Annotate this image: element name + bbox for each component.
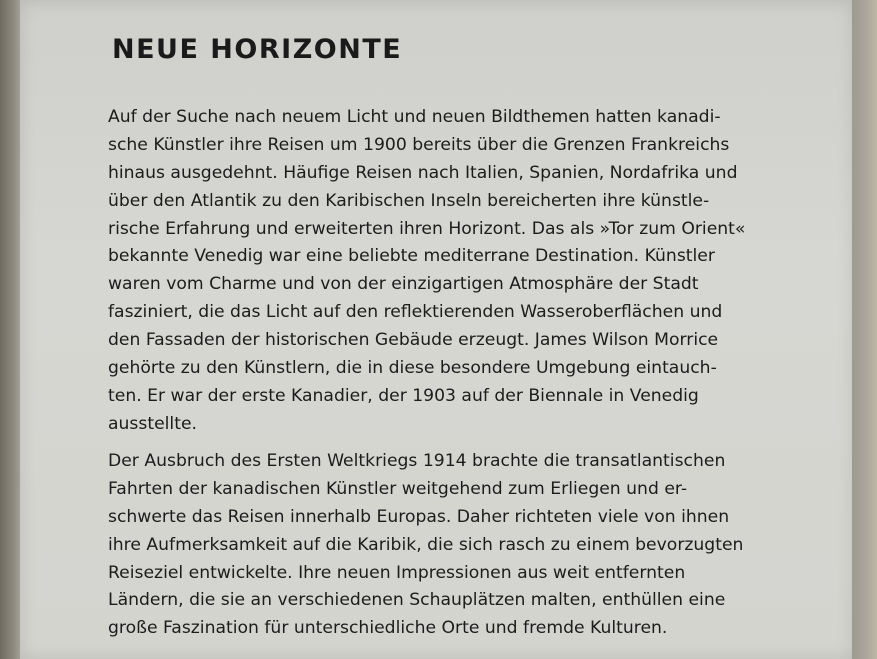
text-line: Auf der Suche nach neuem Licht und neuen Bildthemen hatten kanadi- xyxy=(108,107,721,127)
text-line: waren vom Charme und von der einzigartigen Atmosphäre der Stadt xyxy=(108,274,699,295)
text-line: fasziniert, die das Licht auf den reflektierenden Wasseroberflächen und xyxy=(108,302,723,323)
wall-left xyxy=(0,0,22,659)
text-line: über den Atlantik zu den Karibischen Inseln bereicherten ihre künstle- xyxy=(108,190,710,211)
paragraph-2 xyxy=(108,448,743,643)
paragraph-1 xyxy=(108,104,745,439)
text-line: ihre Aufmerksamkeit auf die Karibik, die sich rasch zu einem bevorzugten xyxy=(108,534,744,555)
text-line: Ländern, die sie an verschiedenen Schauplätzen malten, enthüllen eine xyxy=(108,590,726,611)
text-line: rische Erfahrung und erweiterten ihren Horizont. Das als »Tor zum Orient« xyxy=(108,218,746,239)
panel-title: NEUE HORIZONTE xyxy=(112,34,403,65)
wall-right xyxy=(852,0,877,659)
text-line: ten. Er war der erste Kanadier, der 1903 auf der Biennale in Venedig xyxy=(108,385,699,406)
text-line: große Faszination für unterschiedliche Orte und fremde Kulturen. xyxy=(108,618,668,639)
text-line: Reiseziel entwickelte. Ihre neuen Impressionen aus weit entfernten xyxy=(108,562,686,583)
text-line: ausstellte. xyxy=(108,413,197,434)
text-line: Der Ausbruch des Ersten Weltkriegs 1914 brachte die transatlantischen xyxy=(108,451,726,471)
text-line: Fahrten der kanadischen Künstler weitgehend zum Erliegen und er- xyxy=(108,478,688,499)
text-line: sche Künstler ihre Reisen um 1900 bereits über die Grenzen Frankreichs xyxy=(108,134,730,155)
text-line: gehörte zu den Künstlern, die in diese besondere Umgebung eintauch- xyxy=(108,358,717,379)
text-line: hinaus ausgedehnt. Häufige Reisen nach Italien, Spanien, Nordafrika und xyxy=(108,162,738,183)
text-line: den Fassaden der historischen Gebäude erzeugt. James Wilson Morrice xyxy=(108,330,719,351)
text-line: bekannte Venedig war eine beliebte mediterrane Destination. Künstler xyxy=(108,246,715,267)
text-line: schwerte das Reisen innerhalb Europas. Daher richteten viele von ihnen xyxy=(108,506,730,527)
